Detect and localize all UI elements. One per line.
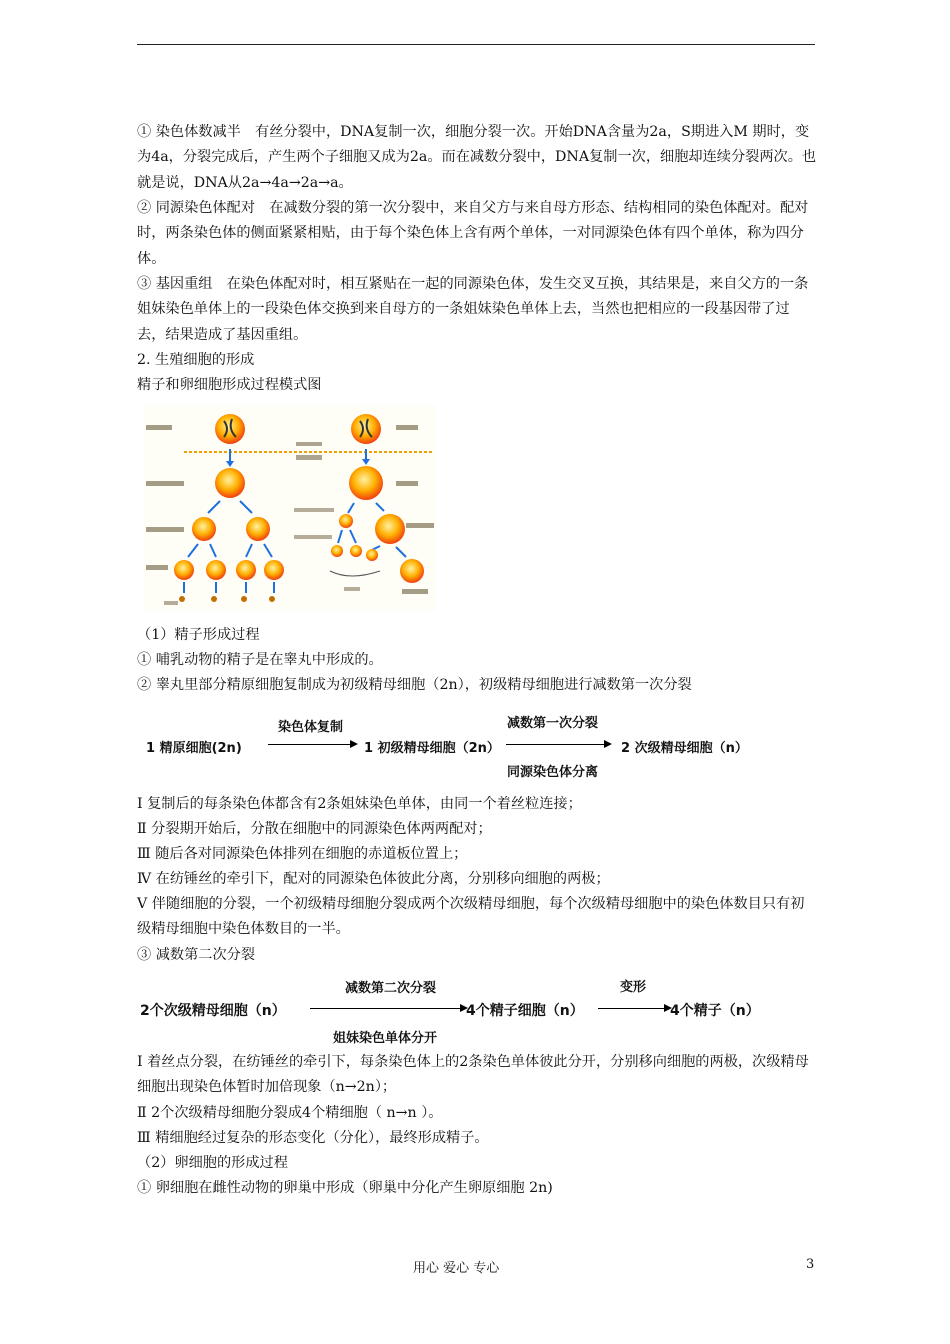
flow1-arrow-2 <box>506 744 610 745</box>
paragraph-m2-step-2: Ⅱ 2个次级精母细胞分裂成4个精细胞（ n→n ）。 <box>137 1105 443 1121</box>
gametogenesis-figure <box>144 405 436 611</box>
flow2-arrow-1 <box>310 1008 466 1009</box>
flow1-node-secondary-spermatocyte: 2 次级精母细胞（n） <box>621 741 748 756</box>
paragraph-homolog-pairing: ② 同源染色体配对 在减数分裂的第一次分裂中，来自父方与来自母方形态、结构相同的染色体配对。配对时，两条染色体的侧面紧紧相贴，由于每个染色体上含有两个单体，一对同源染色体有四个单体，称为四分体。 <box>137 200 809 267</box>
flow1-arrow-1 <box>268 744 356 745</box>
paragraph-m2-step-3: Ⅲ 精细胞经过复杂的形态变化（分化），最终形成精子。 <box>137 1130 489 1146</box>
section-heading-germ-cells: 2. 生殖细胞的形成 <box>137 352 255 368</box>
subheading-egg-formation: （2）卵细胞的形成过程 <box>137 1155 288 1171</box>
paragraph-egg-ovary: ① 卵细胞在雌性动物的卵巢中形成（卵巢中分化产生卵原细胞 2n) <box>137 1180 553 1196</box>
polar-body-cell <box>366 549 378 561</box>
spermatogonium-cell <box>215 414 245 444</box>
flow1-label-meiosis-1: 减数第一次分裂 <box>507 716 599 731</box>
flow2-label-meiosis-2: 减数第二次分裂 <box>345 981 437 996</box>
paragraph-step-2: Ⅱ 分裂期开始后，分散在细胞中的同源染色体两两配对； <box>137 821 492 837</box>
paragraph-m2-step-1: Ⅰ 着丝点分裂，在纺锤丝的牵引下，每条染色体上的2条染色单体彼此分开，分别移向细胞的两极，次级精母细胞出现染色体暂时加倍现象（n→2n）； <box>137 1054 809 1096</box>
flow2-arrow-2 <box>598 1008 670 1009</box>
footer-motto: 用心 爱心 专心 <box>413 1261 500 1276</box>
paragraph-step-4: Ⅳ 在纺锤丝的牵引下，配对的同源染色体彼此分离，分别移向细胞的两极； <box>137 871 610 887</box>
secondary-spermatocyte-cell <box>246 517 270 541</box>
subheading-sperm-formation: （1）精子形成过程 <box>137 627 260 643</box>
flow1-label-replication: 染色体复制 <box>278 720 344 735</box>
oogonium-cell <box>351 414 381 444</box>
spermatid-cell <box>206 560 226 580</box>
subheading-meiosis-2: ③ 减数第二次分裂 <box>137 947 256 963</box>
flow1-node-primary-spermatocyte: 1 初级精母细胞（2n） <box>364 741 500 756</box>
gametogenesis-diagram <box>144 405 436 611</box>
secondary-spermatocyte-cell <box>192 517 216 541</box>
flow2-node-spermatids: 4个精子细胞（n） <box>466 1003 584 1019</box>
header-rule <box>137 44 815 45</box>
egg-cell <box>400 559 424 583</box>
figure-caption: 精子和卵细胞形成过程模式图 <box>137 377 322 393</box>
page-number: 3 <box>806 1257 815 1272</box>
polar-body-cell <box>331 545 343 557</box>
primary-spermatocyte-cell <box>215 468 245 498</box>
polar-body-cell <box>350 545 362 557</box>
flow1-label-homolog-separation: 同源染色体分离 <box>507 765 599 780</box>
paragraph-step-1: Ⅰ 复制后的每条染色体都含有2条姐妹染色单体，由同一个着丝粒连接； <box>137 796 582 812</box>
secondary-oocyte-cell <box>375 514 405 544</box>
paragraph-primary-spermatocyte: ② 睾丸里部分精原细胞复制成为初级精母细胞（2n），初级精母细胞进行减数第一次分裂 <box>137 677 692 693</box>
spermatid-cell <box>174 560 194 580</box>
flow2-node-secondary-spermatocytes: 2个次级精母细胞（n） <box>140 1003 286 1019</box>
paragraph-gene-recombination: ③ 基因重组 在染色体配对时，相互紧贴在一起的同源染色体，发生交叉互换，其结果是，来自父方的一条姐妹染色单体上的一段染色体交换到来自母方的一条姐妹染色单体上去，当然也把相应的一段基因带了过去，结果造成了基因重组。 <box>137 276 809 343</box>
flow2-node-sperm: 4个精子（n） <box>670 1003 760 1019</box>
flow2-label-sister-separation: 姐妹染色单体分开 <box>333 1031 438 1046</box>
spermatid-cell <box>236 560 256 580</box>
paragraph-sperm-testis: ① 哺乳动物的精子是在睾丸中形成的。 <box>137 652 383 668</box>
flow2-label-transformation: 变形 <box>620 980 647 995</box>
paragraph-chromosome-halving: ① 染色体数减半 有丝分裂中，DNA复制一次，细胞分裂一次。开始DNA含量为2a，S期进入M 期时，变为4a，分裂完成后，产生两个子细胞又成为2a。而在减数分裂中，DNA复制一次，细胞却连续分裂两次。也就是说，DNA从2a→4a→2a→a。 <box>137 124 817 191</box>
polar-body-cell <box>339 514 353 528</box>
flow1-node-spermatogonium: 1 精原细胞(2n) <box>146 741 242 756</box>
primary-oocyte-cell <box>349 466 383 500</box>
paragraph-step-3: Ⅲ 随后各对同源染色体排列在细胞的赤道板位置上； <box>137 846 468 862</box>
spermatid-cell <box>264 560 284 580</box>
paragraph-step-5: Ⅴ 伴随细胞的分裂，一个初级精母细胞分裂成两个次级精母细胞，每个次级精母细胞中的染色体数目只有初级精母细胞中染色体数目的一半。 <box>137 896 805 938</box>
